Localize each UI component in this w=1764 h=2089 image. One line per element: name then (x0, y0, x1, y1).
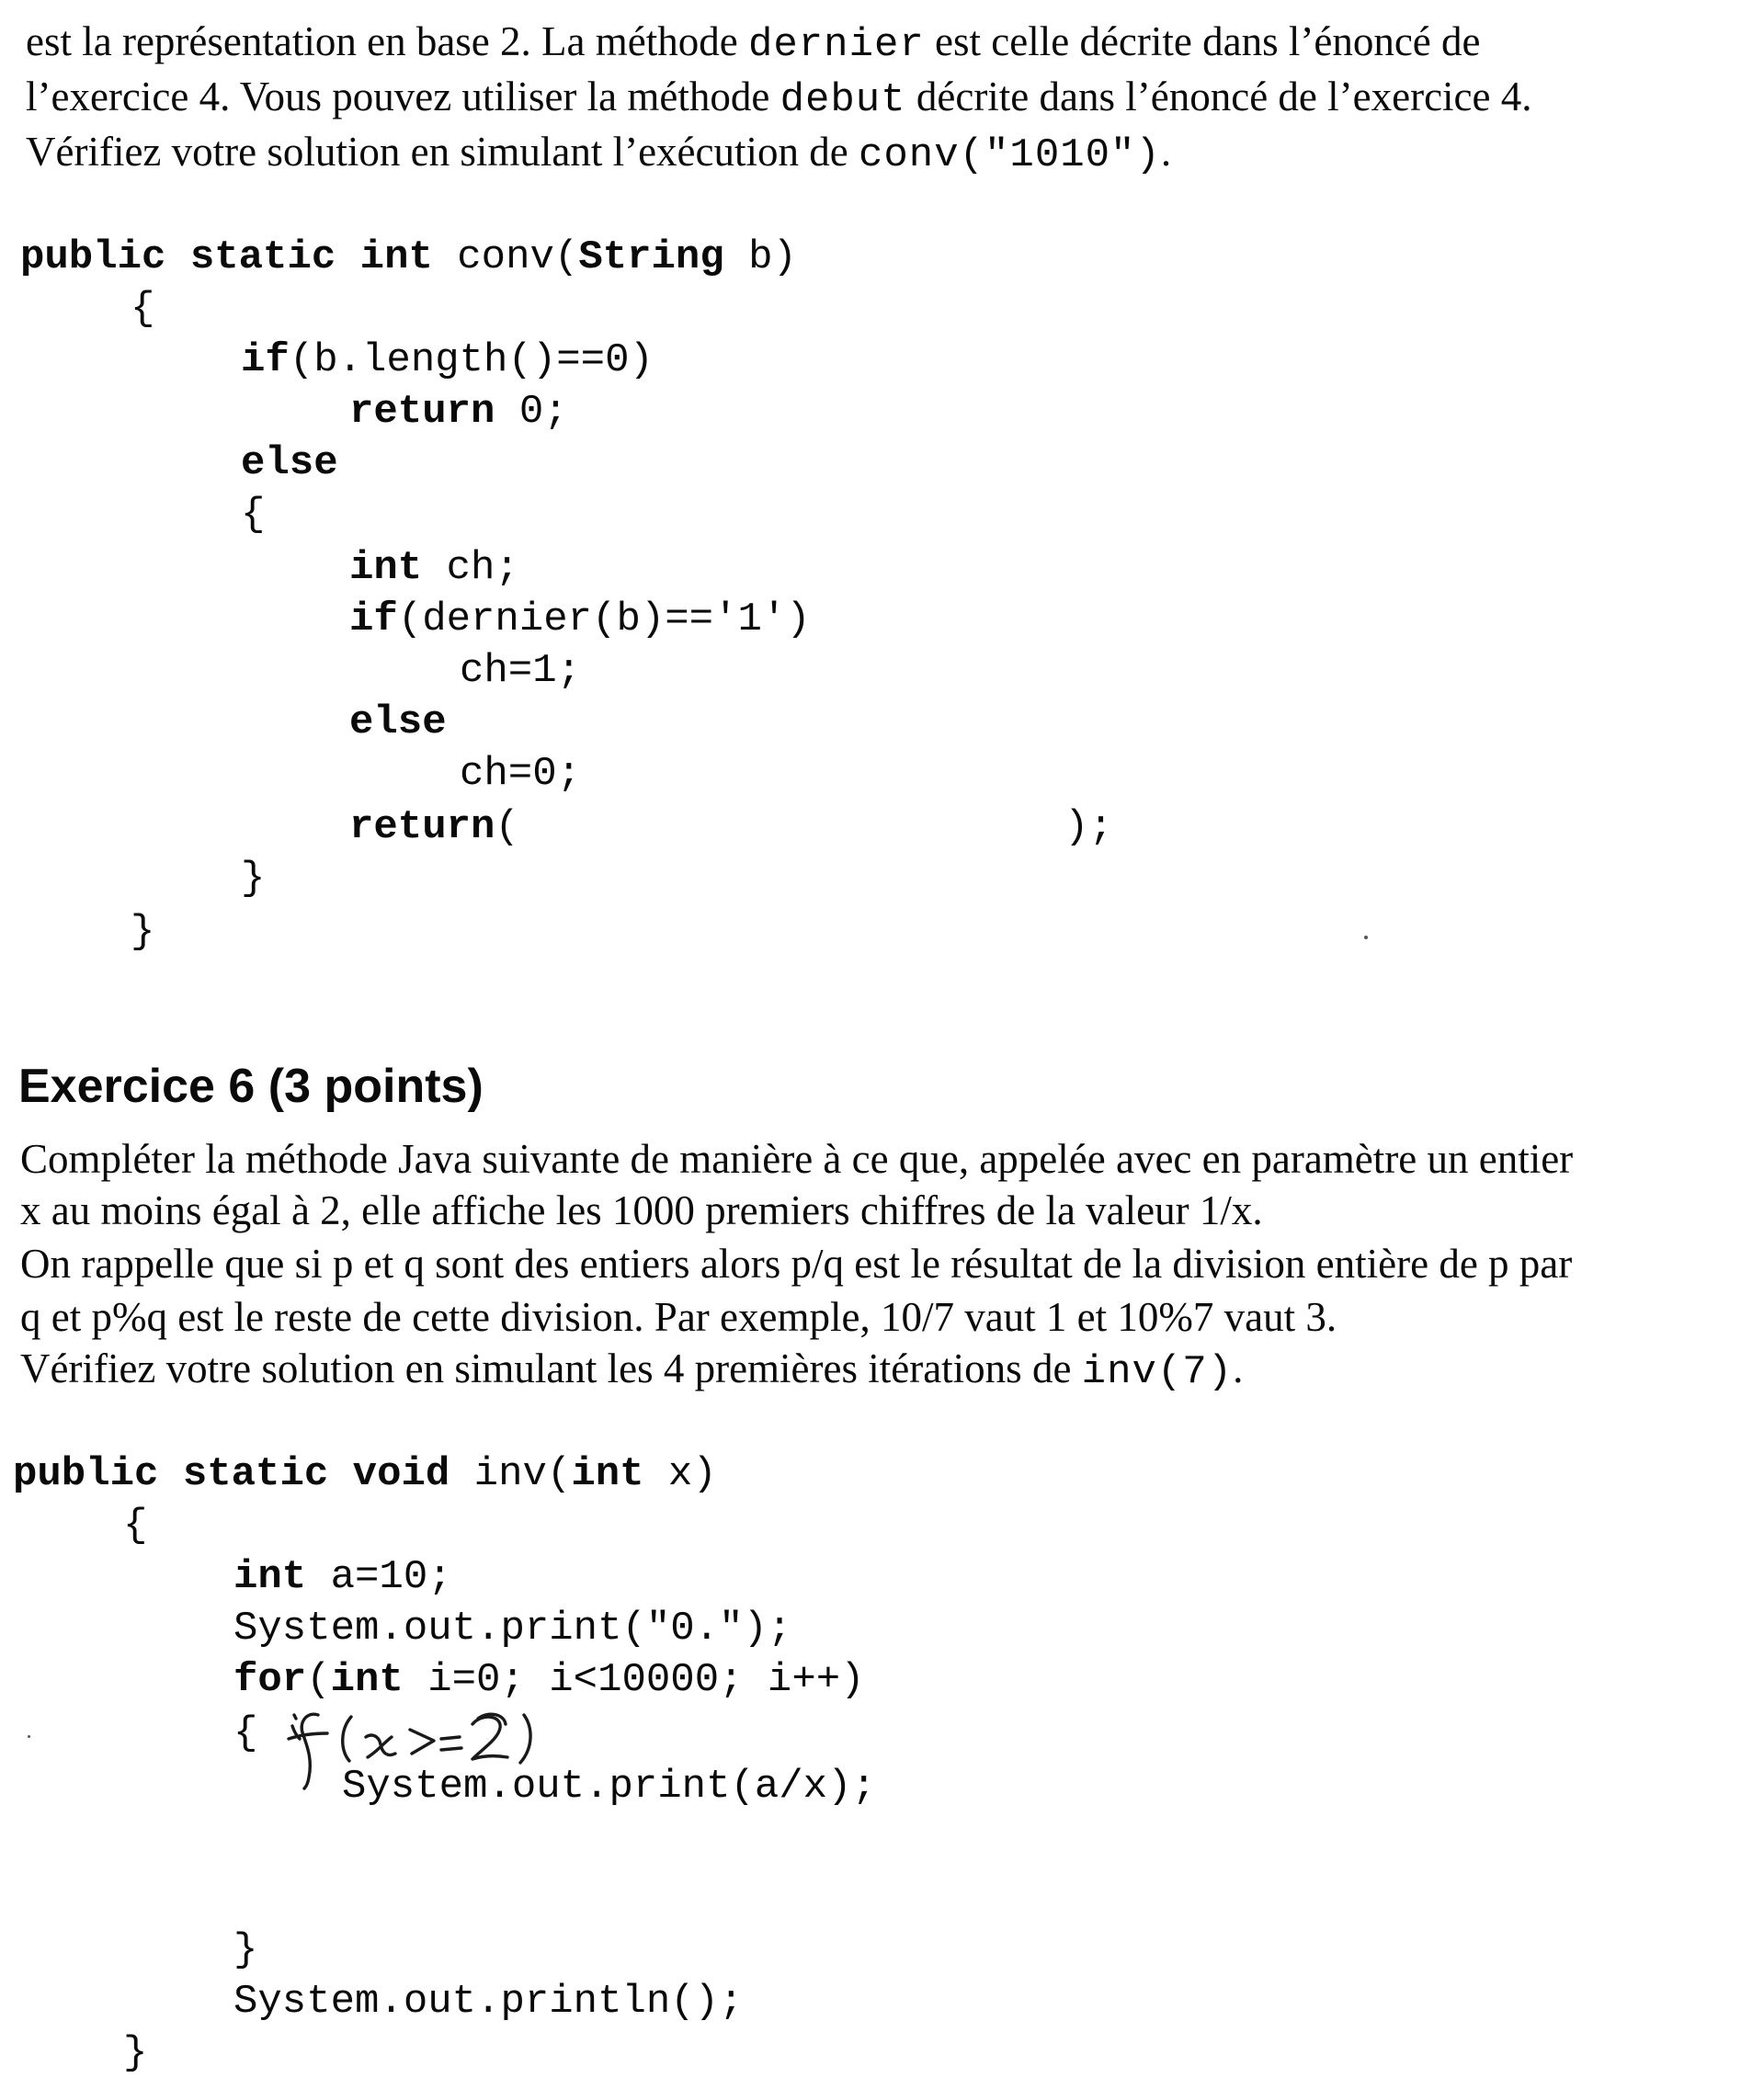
inline-code: debut (780, 77, 906, 123)
code-text: b) (723, 234, 797, 280)
code-keyword: int (330, 1657, 404, 1703)
code-text: ch=1; (460, 648, 582, 694)
code-keyword: int (349, 545, 423, 591)
intro-text: l’exercice 4. Vous pouvez utiliser la méthode (26, 74, 780, 119)
code-text: { (241, 492, 266, 538)
exercise-title: Exercice 6 (3 points) (18, 1060, 484, 1113)
code-line (460, 645, 581, 697)
inline-code: dernier (747, 22, 925, 68)
intro-text: décrite dans l’énoncé de l’exercice 4. (905, 74, 1532, 119)
inline-code: conv("1010") (858, 132, 1161, 178)
code-line (241, 853, 265, 904)
code-line (349, 697, 447, 748)
code-line (13, 1448, 717, 1500)
intro-text: . (1160, 129, 1172, 175)
exercise-paragraph-line (20, 1342, 1243, 1399)
code-text: 0; (495, 389, 568, 435)
code-keyword: String (578, 234, 724, 280)
intro-line-1 (26, 15, 1480, 72)
code-line (233, 1924, 257, 1976)
exercise-paragraph-line: On rappelle que si p et q sont des entiers alors p/q est le résultat de la division entière de p par (20, 1241, 1573, 1287)
exercise-text: Vérifiez votre solution en simulant les 4 premières itérations de (20, 1345, 1082, 1391)
code-keyword: else (349, 699, 447, 745)
exercise-paragraph-line: q et p%q est le reste de cette division. Par exemple, 10/7 vaut 1 et 10%7 vaut 3. (20, 1294, 1337, 1340)
code-text: System.out.println(); (233, 1979, 744, 2025)
code-line-blank-end (1064, 801, 1113, 853)
code-line (233, 1708, 257, 1759)
code-text: (dernier(b)=='1') (397, 596, 811, 642)
code-line (233, 1654, 865, 1706)
code-text: inv( (450, 1451, 572, 1497)
code-text: a=10; (306, 1554, 452, 1600)
handwritten-annotation (276, 1702, 579, 1794)
inline-code: inv(7) (1081, 1349, 1234, 1395)
code-line (241, 437, 338, 489)
code-keyword: return (349, 389, 495, 435)
code-text: { (131, 286, 155, 332)
code-text: System.out.print(a/x); (342, 1764, 876, 1810)
code-keyword: for (233, 1657, 307, 1703)
code-line (123, 1500, 147, 1551)
code-text: i=0; i<10000; i++) (403, 1657, 865, 1703)
code-text: conv( (432, 234, 579, 280)
code-line (233, 1976, 744, 2027)
code-line (460, 748, 581, 800)
code-line (123, 2027, 147, 2079)
code-line (20, 232, 797, 283)
code-text: { (233, 1710, 258, 1756)
code-keyword: public static int (20, 234, 433, 280)
code-line (241, 489, 265, 540)
code-line (349, 386, 568, 437)
intro-text: Vérifiez votre solution en simulant l’exécution de (26, 129, 859, 175)
code-line (349, 594, 811, 645)
code-text: System.out.print("0."); (233, 1606, 792, 1652)
code-line (241, 335, 654, 386)
exercise-paragraph-line: Compléter la méthode Java suivante de manière à ce que, appelée avec en paramètre un entier (20, 1136, 1574, 1182)
code-line (131, 283, 154, 335)
code-line (349, 542, 519, 594)
intro-line-2 (26, 70, 1532, 127)
intro-line-3 (26, 125, 1171, 182)
code-text: } (123, 2030, 148, 2076)
code-text: x) (643, 1451, 717, 1497)
code-text: ); (1064, 804, 1113, 850)
code-keyword: int (571, 1451, 644, 1497)
code-text: ( (495, 804, 519, 850)
code-keyword: public static void (13, 1451, 450, 1497)
code-text: ch; (422, 545, 519, 591)
code-text: } (233, 1927, 258, 1973)
code-text: } (241, 856, 266, 902)
code-keyword: else (241, 440, 338, 486)
code-text: { (123, 1503, 148, 1549)
code-keyword: return (349, 804, 495, 850)
code-line (131, 906, 154, 958)
code-text: (b.length()==0) (289, 337, 654, 383)
code-text: ch=0; (460, 751, 582, 797)
intro-text: est la représentation en base 2. La méthode (26, 18, 748, 64)
code-keyword: if (241, 337, 290, 383)
scan-speck (1364, 936, 1368, 939)
exercise-text: . (1233, 1345, 1244, 1391)
code-line (349, 801, 519, 853)
exercise-paragraph-line: x au moins égal à 2, elle affiche les 1000 premiers chiffres de la valeur 1/x. (20, 1187, 1263, 1233)
code-line (233, 1603, 791, 1654)
code-line (233, 1551, 452, 1603)
code-keyword: int (233, 1554, 307, 1600)
code-text: } (131, 909, 155, 955)
intro-text: est celle décrite dans l’énoncé de (924, 18, 1481, 64)
scan-speck (28, 1735, 30, 1738)
code-text: ( (306, 1657, 331, 1703)
code-keyword: if (349, 596, 398, 642)
